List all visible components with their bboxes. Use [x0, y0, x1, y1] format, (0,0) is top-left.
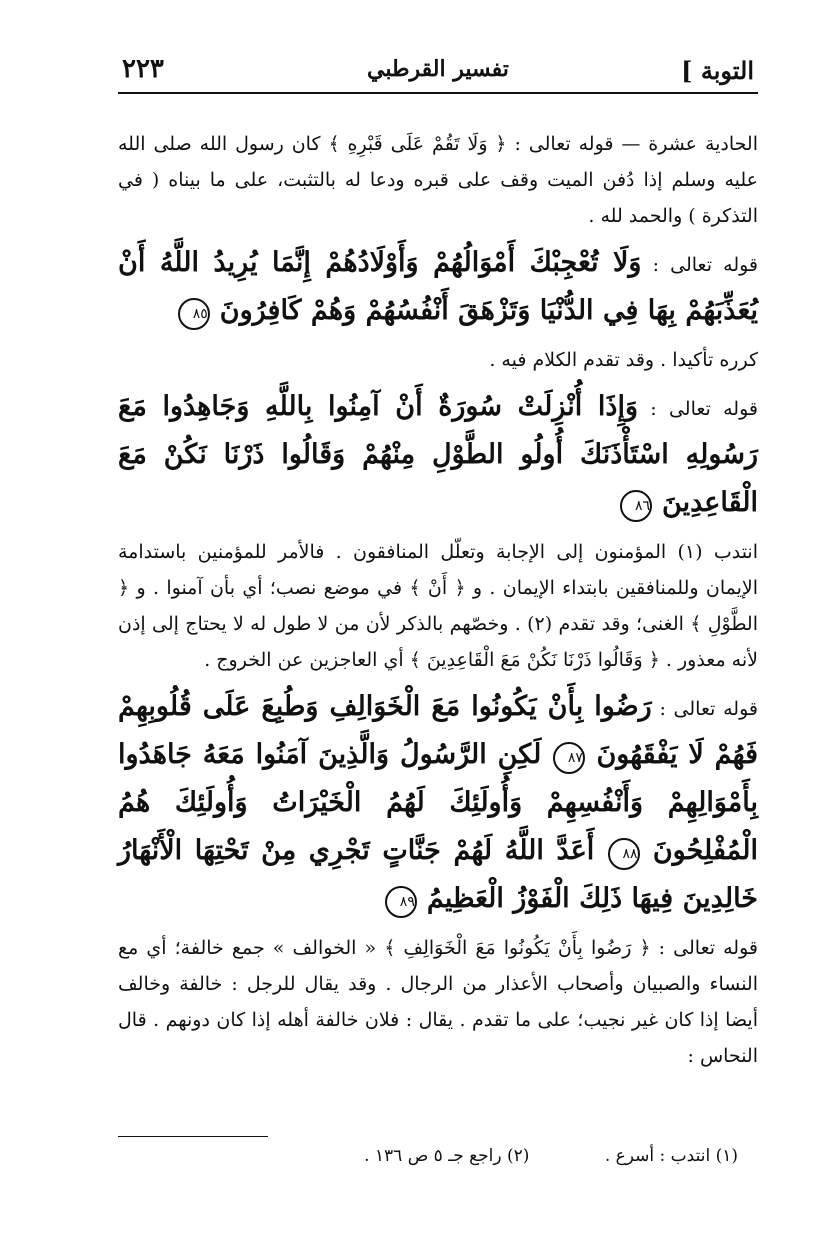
footnote-2: (٢) راجع جـ ٥ ص ١٣٦ .: [364, 1146, 530, 1166]
paragraph-commentary-11: الحادية عشرة — قوله تعالى : ﴿ وَلَا تَقُمْ عَلَى قَبْرِهِ ﴾ كان رسول الله صلى الله عليه وسلم إذا دُفن الميت وقف على قبره ودعا له بالتثبت، على ما بيناه ( في التذكرة ) والحمد لله .: [118, 133, 758, 227]
verse-number-87: ٨٧: [553, 742, 585, 774]
verse-number-88: ٨٨: [608, 838, 640, 870]
verse-85-block: [118, 240, 758, 336]
book-page: [118, 48, 758, 1218]
verse-88-text: لَكِنِ الرَّسُولُ وَالَّذِينَ آمَنُوا مَعَهُ جَاهَدُوا بِأَمْوَالِهِمْ وَأَنْفُسِهِمْ وَأُولَئِكَ لَهُمُ الْخَيْرَاتُ وَأُولَئِكَ هُمُ الْمُفْلِحُونَ: [118, 739, 758, 866]
verse-number-89: ٨٩: [385, 886, 417, 918]
verse-85-text: وَلَا تُعْجِبْكَ أَمْوَالُهُمْ وَأَوْلَادُهُمْ إِنَّمَا يُرِيدُ اللَّهُ أَنْ يُعَذِّبَهُمْ بِهَا فِي الدُّنْيَا وَتَزْهَقَ أَنْفُسُهُمْ وَهُمْ كَافِرُونَ: [118, 247, 758, 326]
footnotes: [294, 1146, 738, 1166]
verse-number-85: ٨٥: [178, 298, 210, 330]
verse-intro: قوله تعالى :: [650, 398, 758, 420]
page-header: [118, 48, 758, 94]
page-body: [118, 126, 758, 1080]
paragraph-khawalif: قوله تعالى : ﴿ رَضُوا بِأَنْ يَكُونُوا مَعَ الْخَوَالِفِ ﴾ « الخوالف » جمع خالفة؛ أي مع النساء والصبيان وأصحاب الأعذار من الرجال . وقد يقال للرجل : خالفة وخالف أيضا إذا كان غير نجيب؛ على ما تقدم . يقال : فلان خالفة أهله إذا كان دونهم . قال النحاس :: [118, 937, 758, 1067]
footnote-1: (١) انتدب : أسرع .: [604, 1146, 738, 1166]
footnote-divider: [118, 1136, 268, 1137]
verse-intro: قوله تعالى :: [652, 254, 759, 276]
paragraph-intidab: انتدب (١) المؤمنون إلى الإجابة وتعلّل المنافقون . فالأمر للمؤمنين باستدامة الإيمان وللمنافقين بابتداء الإيمان . و ﴿ أَنْ ﴾ في موضع نصب؛ أي بأن آمنوا . و ﴿ الطَّوْلِ ﴾ الغنى؛ وقد تقدم (٢) . وخصّهم بالذكر لأن من لا طول له لا يحتاج إلى إذن لأنه معذور . ﴿ وَقَالُوا ذَرْنَا نَكُنْ مَعَ الْقَاعِدِينَ ﴾ أي العاجزين عن الخروج .: [118, 541, 758, 671]
verse-number-86: ٨٦: [620, 490, 652, 522]
verse-86-text: وَإِذَا أُنْزِلَتْ سُورَةٌ أَنْ آمِنُوا بِاللَّهِ وَجَاهِدُوا مَعَ رَسُولِهِ اسْتَأْذَنَكَ أُولُو الطَّوْلِ مِنْهُمْ وَقَالُوا ذَرْنَا نَكُنْ مَعَ الْقَاعِدِينَ: [118, 391, 758, 518]
verse-86-block: [118, 384, 758, 528]
paragraph-repetition: كرره تأكيدا . وقد تقدم الكلام فيه .: [489, 349, 758, 371]
verse-intro: قوله تعالى :: [659, 698, 758, 720]
verse-87-text: رَضُوا بِأَنْ يَكُونُوا مَعَ الْخَوَالِفِ وَطُبِعَ عَلَى قُلُوبِهِمْ فَهُمْ لَا يَفْقَهُونَ: [118, 691, 758, 770]
verse-89-text: أَعَدَّ اللَّهُ لَهُمْ جَنَّاتٍ تَجْرِي مِنْ تَحْتِهَا الْأَنْهَارُ خَالِدِينَ فِيهَا ذَلِكَ الْفَوْزُ الْعَظِيمُ: [118, 835, 758, 914]
surah-name: التوبة ]: [681, 56, 754, 85]
page-number: ٢٢٣: [122, 54, 164, 84]
book-title: تفسير القرطبي: [367, 56, 509, 82]
verse-87-89-block: [118, 684, 758, 924]
